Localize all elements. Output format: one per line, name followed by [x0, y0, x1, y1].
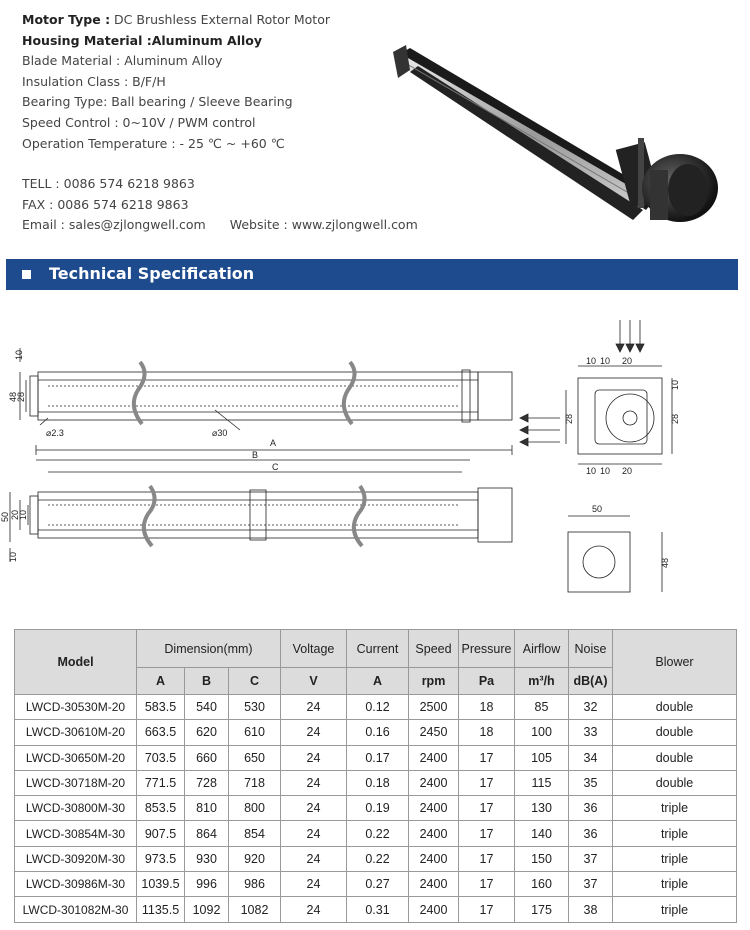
cell-model: LWCD-30854M-30: [15, 821, 137, 846]
end-top-10b: 10: [600, 356, 611, 366]
cell-noise: 32: [569, 695, 613, 720]
cell-model: LWCD-30718M-20: [15, 770, 137, 795]
cell-current: 0.19: [347, 796, 409, 821]
cell-voltage: 24: [281, 695, 347, 720]
dim-28: 28: [16, 391, 26, 402]
cell-model: LWCD-30800M-30: [15, 796, 137, 821]
cell-current: 0.17: [347, 745, 409, 770]
motor-type-value: DC Brushless External Rotor Motor: [110, 12, 330, 27]
table-row: [15, 720, 737, 745]
cell-a: 1135.5: [137, 897, 185, 922]
cell-a: 771.5: [137, 770, 185, 795]
technical-drawings: [0, 300, 750, 620]
unit-voltage: V: [281, 668, 347, 695]
cell-b: 540: [185, 695, 229, 720]
cell-pressure: 18: [459, 720, 515, 745]
cell-speed: 2400: [409, 770, 459, 795]
header-blower: Blower: [613, 630, 737, 695]
section-header: [6, 259, 738, 290]
unit-noise: dB(A): [569, 668, 613, 695]
unit-speed: rpm: [409, 668, 459, 695]
unit-pressure: Pa: [459, 668, 515, 695]
cell-c: 718: [229, 770, 281, 795]
dim-20-left: 20: [10, 509, 20, 520]
dim-a: A: [270, 438, 277, 448]
cell-model: LWCD-30610M-20: [15, 720, 137, 745]
cell-voltage: 24: [281, 821, 347, 846]
table-row: [15, 897, 737, 922]
cell-airflow: 115: [515, 770, 569, 795]
cell-voltage: 24: [281, 720, 347, 745]
cell-pressure: 17: [459, 872, 515, 897]
end-bot-10b: 10: [600, 466, 611, 476]
contact-email-row: [22, 215, 418, 236]
table-row: [15, 872, 737, 897]
cell-pressure: 17: [459, 745, 515, 770]
cell-voltage: 24: [281, 745, 347, 770]
cell-c: 530: [229, 695, 281, 720]
cell-c: 610: [229, 720, 281, 745]
end-bot-20: 20: [622, 466, 633, 476]
side-view-drawing: [10, 486, 512, 562]
cell-airflow: 140: [515, 821, 569, 846]
cell-blower: double: [613, 695, 737, 720]
unit-current: A: [347, 668, 409, 695]
cell-model: LWCD-30986M-30: [15, 872, 137, 897]
cell-voltage: 24: [281, 796, 347, 821]
cell-pressure: 17: [459, 770, 515, 795]
cell-b: 996: [185, 872, 229, 897]
cell-speed: 2400: [409, 872, 459, 897]
cell-model: LWCD-30920M-30: [15, 846, 137, 871]
cell-current: 0.31: [347, 897, 409, 922]
cell-blower: double: [613, 720, 737, 745]
end-view-drawing: [520, 320, 672, 464]
housing-material-row: [22, 31, 418, 52]
unit-a: A: [137, 668, 185, 695]
dim-c: C: [272, 462, 279, 472]
end-top-20: 20: [622, 356, 633, 366]
cell-airflow: 175: [515, 897, 569, 922]
contact-fax: FAX : 0086 574 6218 9863: [22, 196, 189, 212]
cell-voltage: 24: [281, 897, 347, 922]
cell-c: 800: [229, 796, 281, 821]
cell-c: 650: [229, 745, 281, 770]
cell-speed: 2400: [409, 745, 459, 770]
table-row: [15, 745, 737, 770]
dim-phi-2-3: ⌀2.3: [46, 428, 64, 438]
housing-material: Housing Material :Aluminum Alloy: [22, 32, 263, 48]
cell-speed: 2400: [409, 897, 459, 922]
cell-speed: 2450: [409, 720, 459, 745]
cell-a: 583.5: [137, 695, 185, 720]
cell-c: 986: [229, 872, 281, 897]
cell-noise: 38: [569, 897, 613, 922]
cell-noise: 36: [569, 796, 613, 821]
table-row: [15, 821, 737, 846]
end-bot-10a: 10: [586, 466, 597, 476]
unit-airflow: m³/h: [515, 668, 569, 695]
header-dimension: Dimension(mm): [137, 630, 281, 668]
cell-speed: 2400: [409, 796, 459, 821]
cell-b: 810: [185, 796, 229, 821]
end-top-10a: 10: [586, 356, 597, 366]
unit-b: B: [185, 668, 229, 695]
table-row: [15, 695, 737, 720]
table-row: [15, 846, 737, 871]
header-noise: Noise: [569, 630, 613, 668]
cell-speed: 2500: [409, 695, 459, 720]
cell-model: LWCD-30650M-20: [15, 745, 137, 770]
motor-dim-48: 48: [660, 557, 670, 568]
cell-speed: 2400: [409, 821, 459, 846]
product-image: [388, 20, 738, 255]
speed-control: Speed Control : 0~10V / PWM control: [22, 114, 256, 130]
cell-b: 620: [185, 720, 229, 745]
cell-current: 0.27: [347, 872, 409, 897]
cell-voltage: 24: [281, 770, 347, 795]
square-bullet-icon: [22, 270, 31, 279]
cell-airflow: 100: [515, 720, 569, 745]
cell-noise: 37: [569, 872, 613, 897]
spec-list: [22, 10, 418, 236]
cell-c: 1082: [229, 897, 281, 922]
header-model: Model: [15, 630, 137, 695]
top-view-drawing: [20, 348, 512, 472]
cell-noise: 36: [569, 821, 613, 846]
cell-airflow: 160: [515, 872, 569, 897]
end-side-28a: 28: [670, 413, 680, 424]
cell-blower: triple: [613, 872, 737, 897]
cell-voltage: 24: [281, 846, 347, 871]
motor-dim-50: 50: [592, 504, 603, 514]
end-side-10: 10: [670, 379, 680, 390]
table-header-row: [15, 630, 737, 668]
motor-type-label: Motor Type :: [22, 12, 111, 27]
dim-10-left: 10: [18, 509, 28, 520]
end-side-28b: 28: [564, 413, 574, 424]
cell-airflow: 85: [515, 695, 569, 720]
header-airflow: Airflow: [515, 630, 569, 668]
cell-model: LWCD-30530M-20: [15, 695, 137, 720]
spec-table: [14, 629, 737, 923]
bearing-type: Bearing Type: Ball bearing / Sleeve Bearing: [22, 94, 293, 110]
cell-pressure: 18: [459, 695, 515, 720]
cell-c: 854: [229, 821, 281, 846]
cell-noise: 37: [569, 846, 613, 871]
header-speed: Speed: [409, 630, 459, 668]
cell-noise: 35: [569, 770, 613, 795]
cell-current: 0.22: [347, 821, 409, 846]
header-current: Current: [347, 630, 409, 668]
cell-voltage: 24: [281, 872, 347, 897]
dim-10-top: 10: [14, 349, 24, 360]
contact-website: Website : www.zjlongwell.com: [229, 217, 418, 233]
cell-b: 930: [185, 846, 229, 871]
cell-b: 728: [185, 770, 229, 795]
table-row: [15, 770, 737, 795]
cell-current: 0.12: [347, 695, 409, 720]
cell-a: 703.5: [137, 745, 185, 770]
cell-speed: 2400: [409, 846, 459, 871]
dim-50-left: 50: [0, 511, 10, 522]
cell-a: 1039.5: [137, 872, 185, 897]
motor-type-row: [22, 10, 418, 31]
cell-pressure: 17: [459, 846, 515, 871]
cell-current: 0.22: [347, 846, 409, 871]
cell-b: 1092: [185, 897, 229, 922]
contact-email: Email : sales@zjlongwell.com: [22, 217, 206, 233]
cell-current: 0.18: [347, 770, 409, 795]
dim-48: 48: [8, 391, 18, 402]
cell-a: 973.5: [137, 846, 185, 871]
cell-a: 853.5: [137, 796, 185, 821]
blade-material: Blade Material : Aluminum Alloy: [22, 53, 223, 69]
contact-tell: TELL : 0086 574 6218 9863: [22, 176, 195, 192]
cell-blower: double: [613, 770, 737, 795]
cell-pressure: 17: [459, 821, 515, 846]
insulation-class: Insulation Class : B/F/H: [22, 73, 166, 89]
dim-10-bottom: 10: [8, 551, 18, 562]
dim-b: B: [252, 450, 259, 460]
cell-blower: double: [613, 745, 737, 770]
cell-b: 660: [185, 745, 229, 770]
cell-pressure: 17: [459, 897, 515, 922]
cell-airflow: 150: [515, 846, 569, 871]
cell-noise: 34: [569, 745, 613, 770]
header-voltage: Voltage: [281, 630, 347, 668]
header-pressure: Pressure: [459, 630, 515, 668]
cell-noise: 33: [569, 720, 613, 745]
cell-model: LWCD-301082M-30: [15, 897, 137, 922]
cell-blower: triple: [613, 821, 737, 846]
unit-c: C: [229, 668, 281, 695]
cell-airflow: 105: [515, 745, 569, 770]
cell-b: 864: [185, 821, 229, 846]
motor-view-drawing: [568, 516, 662, 592]
dim-phi-30: ⌀30: [212, 428, 228, 438]
cell-blower: triple: [613, 897, 737, 922]
cell-current: 0.16: [347, 720, 409, 745]
cell-a: 907.5: [137, 821, 185, 846]
cell-c: 920: [229, 846, 281, 871]
section-title: Technical Specification: [49, 264, 255, 283]
table-row: [15, 796, 737, 821]
cell-a: 663.5: [137, 720, 185, 745]
cell-pressure: 17: [459, 796, 515, 821]
operation-temperature: Operation Temperature : - 25 ℃ ~ +60 ℃: [22, 135, 285, 151]
cell-airflow: 130: [515, 796, 569, 821]
cell-blower: triple: [613, 796, 737, 821]
cell-blower: triple: [613, 846, 737, 871]
